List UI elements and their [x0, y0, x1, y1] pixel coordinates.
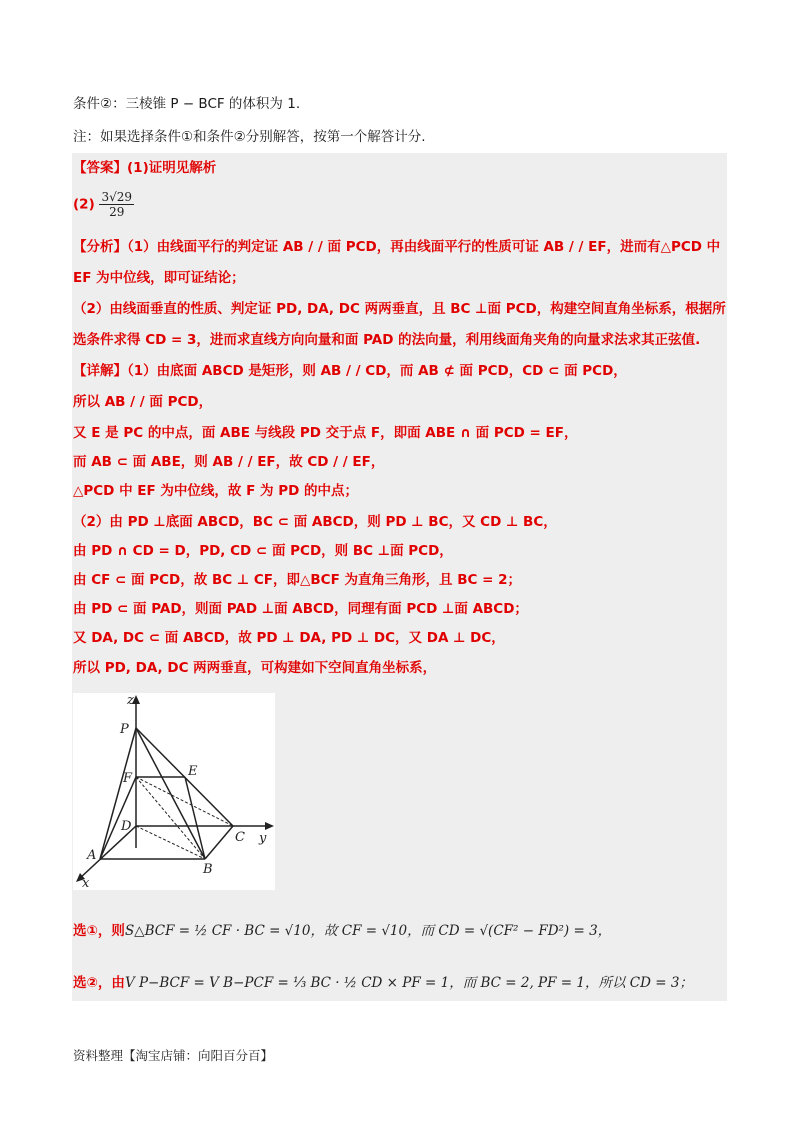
detail-line-1: 【详解】（1）由底面 ABCD 是矩形，则 AB / / CD，而 AB ⊄ 面 PCD，CD ⊂ 面 PCD，: [73, 363, 627, 379]
label-z: z: [127, 693, 134, 708]
analysis-line-2: EF 为中位线，即可证结论；: [73, 270, 245, 286]
choose-1: 选①，则S△BCF = ½ CF · BC = √10，故 CF = √10，而 CD = √(CF² − FD²) = 3，: [73, 923, 612, 939]
detail-line-9: 由 PD ⊂ 面 PAD，则面 PAD ⊥面 ABCD，同理有面 PCD ⊥面 ABCD；: [73, 601, 528, 617]
detail-line-5: △PCD 中 EF 为中位线，故 F 为 PD 的中点；: [73, 483, 359, 499]
footer-source: 资料整理【淘宝店铺：向阳百分百】: [73, 1048, 274, 1063]
answer-2-fraction: $\frac{3√29}{29}$: [101, 190, 132, 219]
analysis-line-3: （2）由线面垂直的性质、判定证 PD, DA, DC 两两垂直，且 BC ⊥面 PCD，构建空间直角坐标系，根据所: [73, 301, 726, 317]
label-f: F: [123, 771, 133, 786]
pyramid-figure: [73, 693, 275, 890]
label-e: E: [188, 764, 198, 779]
detail-line-10: 又 DA, DC ⊂ 面 ABCD，故 PD ⊥ DA, PD ⊥ DC，又 DA ⊥ DC，: [73, 630, 505, 646]
detail-line-4: 而 AB ⊂ 面 ABE，则 AB / / EF，故 CD / / EF，: [73, 454, 385, 470]
label-a: A: [87, 848, 97, 863]
note: 注：如果选择条件①和条件②分别解答，按第一个解答计分.: [73, 129, 426, 145]
label-x: x: [82, 876, 90, 890]
detail-line-2: 所以 AB / / 面 PCD，: [73, 394, 213, 410]
detail-line-3: 又 E 是 PC 的中点，面 ABE 与线段 PD 交于点 F，即面 ABE ∩ 面 PCD = EF，: [73, 425, 578, 441]
label-y: y: [259, 831, 267, 846]
analysis-line-1: 【分析】（1）由线面平行的判定证 AB / / 面 PCD，再由线面平行的性质可证 AB / / EF，进而有△PCD 中: [73, 239, 721, 255]
label-b: B: [203, 862, 213, 877]
detail-line-6: （2）由 PD ⊥底面 ABCD，BC ⊂ 面 ABCD，则 PD ⊥ BC，又 CD ⊥ BC，: [73, 514, 557, 530]
answer-2: (2) $\frac{3√29}{29}$: [73, 190, 132, 219]
analysis-line-4: 选条件求得 CD = 3，进而求直线方向向量和面 PAD 的法向量，利用线面角夹角的向量求法求其正弦值.: [73, 332, 701, 348]
detail-line-7: 由 PD ∩ CD = D，PD, CD ⊂ 面 PCD，则 BC ⊥面 PCD，: [73, 543, 453, 559]
coordinate-pyramid-diagram: [73, 693, 275, 890]
choose-2: 选②，由V P−BCF = V B−PCF = ⅓ BC · ½ CD × PF = 1，而 BC = 2, PF = 1，所以 CD = 3；: [73, 975, 693, 991]
label-p: P: [120, 722, 129, 737]
label-d: D: [121, 819, 132, 834]
detail-line-11: 所以 PD, DA, DC 两两垂直，可构建如下空间直角坐标系，: [73, 660, 437, 676]
label-c: C: [235, 830, 245, 845]
answer-1: 【答案】(1)证明见解析: [73, 160, 217, 176]
condition-2: 条件②：三棱锥 P − BCF 的体积为 1.: [73, 96, 301, 112]
detail-line-8: 由 CF ⊂ 面 PCD，故 BC ⊥ CF，即△BCF 为直角三角形，且 BC = 2；: [73, 572, 522, 588]
